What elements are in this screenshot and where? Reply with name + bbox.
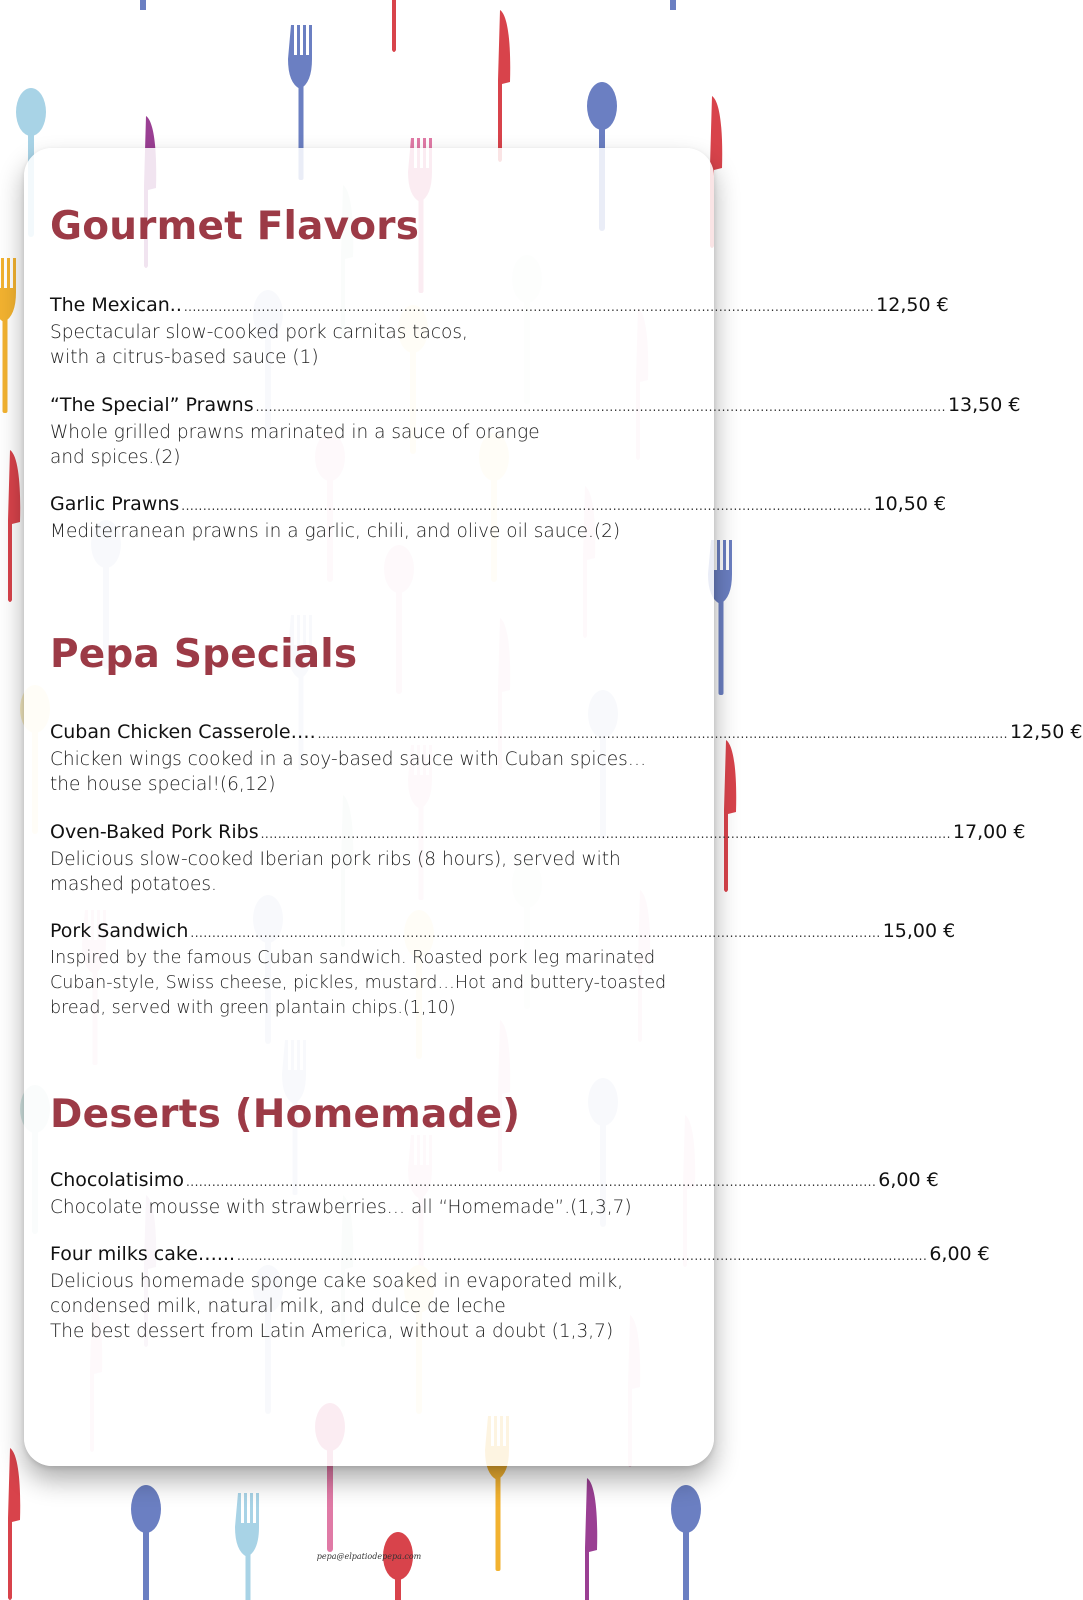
item-name: The Mexican.. — [50, 294, 182, 316]
knife-icon — [724, 740, 736, 892]
menu-item-chocolatisimo — [50, 1168, 939, 1220]
dotted-leader: ................................................................................................................................................................ — [190, 926, 881, 940]
item-name: “The Special” Prawns — [50, 394, 254, 416]
spoon-icon — [131, 1485, 161, 1600]
item-description: Chocolate mousse with strawberries… all “Homemade”.(1,3,7) — [50, 1197, 632, 1218]
menu-item-the-mexican — [50, 293, 949, 370]
menu-item-oven-baked-pork-ribs — [50, 820, 1026, 897]
menu-item-four-milks-cake — [50, 1242, 990, 1344]
item-description: Whole grilled prawns marinated in a sauce of orange and spices.(2) — [50, 422, 540, 468]
item-description: Mediterranean prawns in a garlic, chili, and olive oil sauce.(2) — [50, 521, 621, 542]
section-title-deserts: Deserts (Homemade) — [50, 1092, 521, 1137]
section-title-pepa-specials: Pepa Specials — [50, 632, 358, 677]
item-description: Delicious homemade sponge cake soaked in evaporated milk, condensed milk, natural milk, and dulce de leche The best dessert from Latin America, without a doubt (1,3,7) — [50, 1271, 624, 1342]
item-price: 6,00 € — [878, 1169, 939, 1191]
menu-item-garlic-prawns — [50, 492, 947, 544]
item-name: Pork Sandwich — [50, 920, 189, 942]
knife-icon — [392, 0, 404, 52]
dotted-leader: ................................................................................................................................................................ — [183, 300, 875, 314]
item-description: Chicken wings cooked in a soy-based sauce with Cuban spices… the house special!(6,12) — [50, 749, 647, 795]
item-price: 15,00 € — [882, 920, 956, 942]
knife-icon — [8, 1448, 20, 1600]
section-title-gourmet-flavors: Gourmet Flavors — [50, 204, 420, 249]
dotted-leader: ................................................................................................................................................................ — [185, 1175, 877, 1189]
item-name: Cuban Chicken Casserole…. — [50, 721, 316, 743]
item-description: Delicious slow-cooked Iberian pork ribs (8 hours), served with mashed potatoes. — [50, 849, 621, 895]
item-price: 6,00 € — [929, 1243, 990, 1265]
footer-email-link[interactable]: pepa@elpatiodepepa.com — [316, 1552, 422, 1561]
menu-card — [24, 148, 1083, 1466]
dotted-leader: ................................................................................................................................................................ — [317, 727, 1008, 741]
knife-icon — [8, 450, 20, 602]
fork-icon — [0, 258, 16, 413]
item-name: Oven-Baked Pork Ribs — [50, 821, 259, 843]
knife-icon — [585, 1478, 597, 1600]
knife-icon — [498, 10, 510, 162]
spoon-icon — [671, 1485, 701, 1600]
menu-item-cuban-chicken-casserole — [50, 720, 1083, 797]
item-name: Garlic Prawns — [50, 493, 180, 515]
item-price: 13,50 € — [947, 394, 1021, 416]
item-description: Inspired by the famous Cuban sandwich. Roasted pork leg marinated Cuban-style, Swiss cheese, pickles, mustard…Hot and buttery-toasted bread, served with green plantain chips.(1,10) — [50, 948, 667, 1018]
menu-item-the-special-prawns — [50, 393, 1021, 470]
item-price: 12,50 € — [876, 294, 949, 316]
item-name: Chocolatisimo — [50, 1169, 184, 1191]
dotted-leader: ................................................................................................................................................................ — [181, 499, 872, 513]
fork-icon — [235, 1493, 259, 1600]
spoon-icon — [383, 1532, 413, 1600]
item-description: Spectacular slow-cooked pork carnitas tacos, with a citrus-based sauce (1) — [50, 322, 468, 368]
item-price: 17,00 € — [952, 821, 1026, 843]
item-price: 10,50 € — [873, 493, 947, 515]
menu-item-pork-sandwich — [50, 919, 956, 1021]
dotted-leader: ................................................................................................................................................................ — [255, 400, 946, 414]
dotted-leader: ................................................................................................................................................................ — [237, 1249, 928, 1263]
item-price: 12,50 € — [1009, 721, 1083, 743]
dotted-leader: ................................................................................................................................................................ — [260, 827, 951, 841]
item-name: Four milks cake…... — [50, 1243, 235, 1265]
